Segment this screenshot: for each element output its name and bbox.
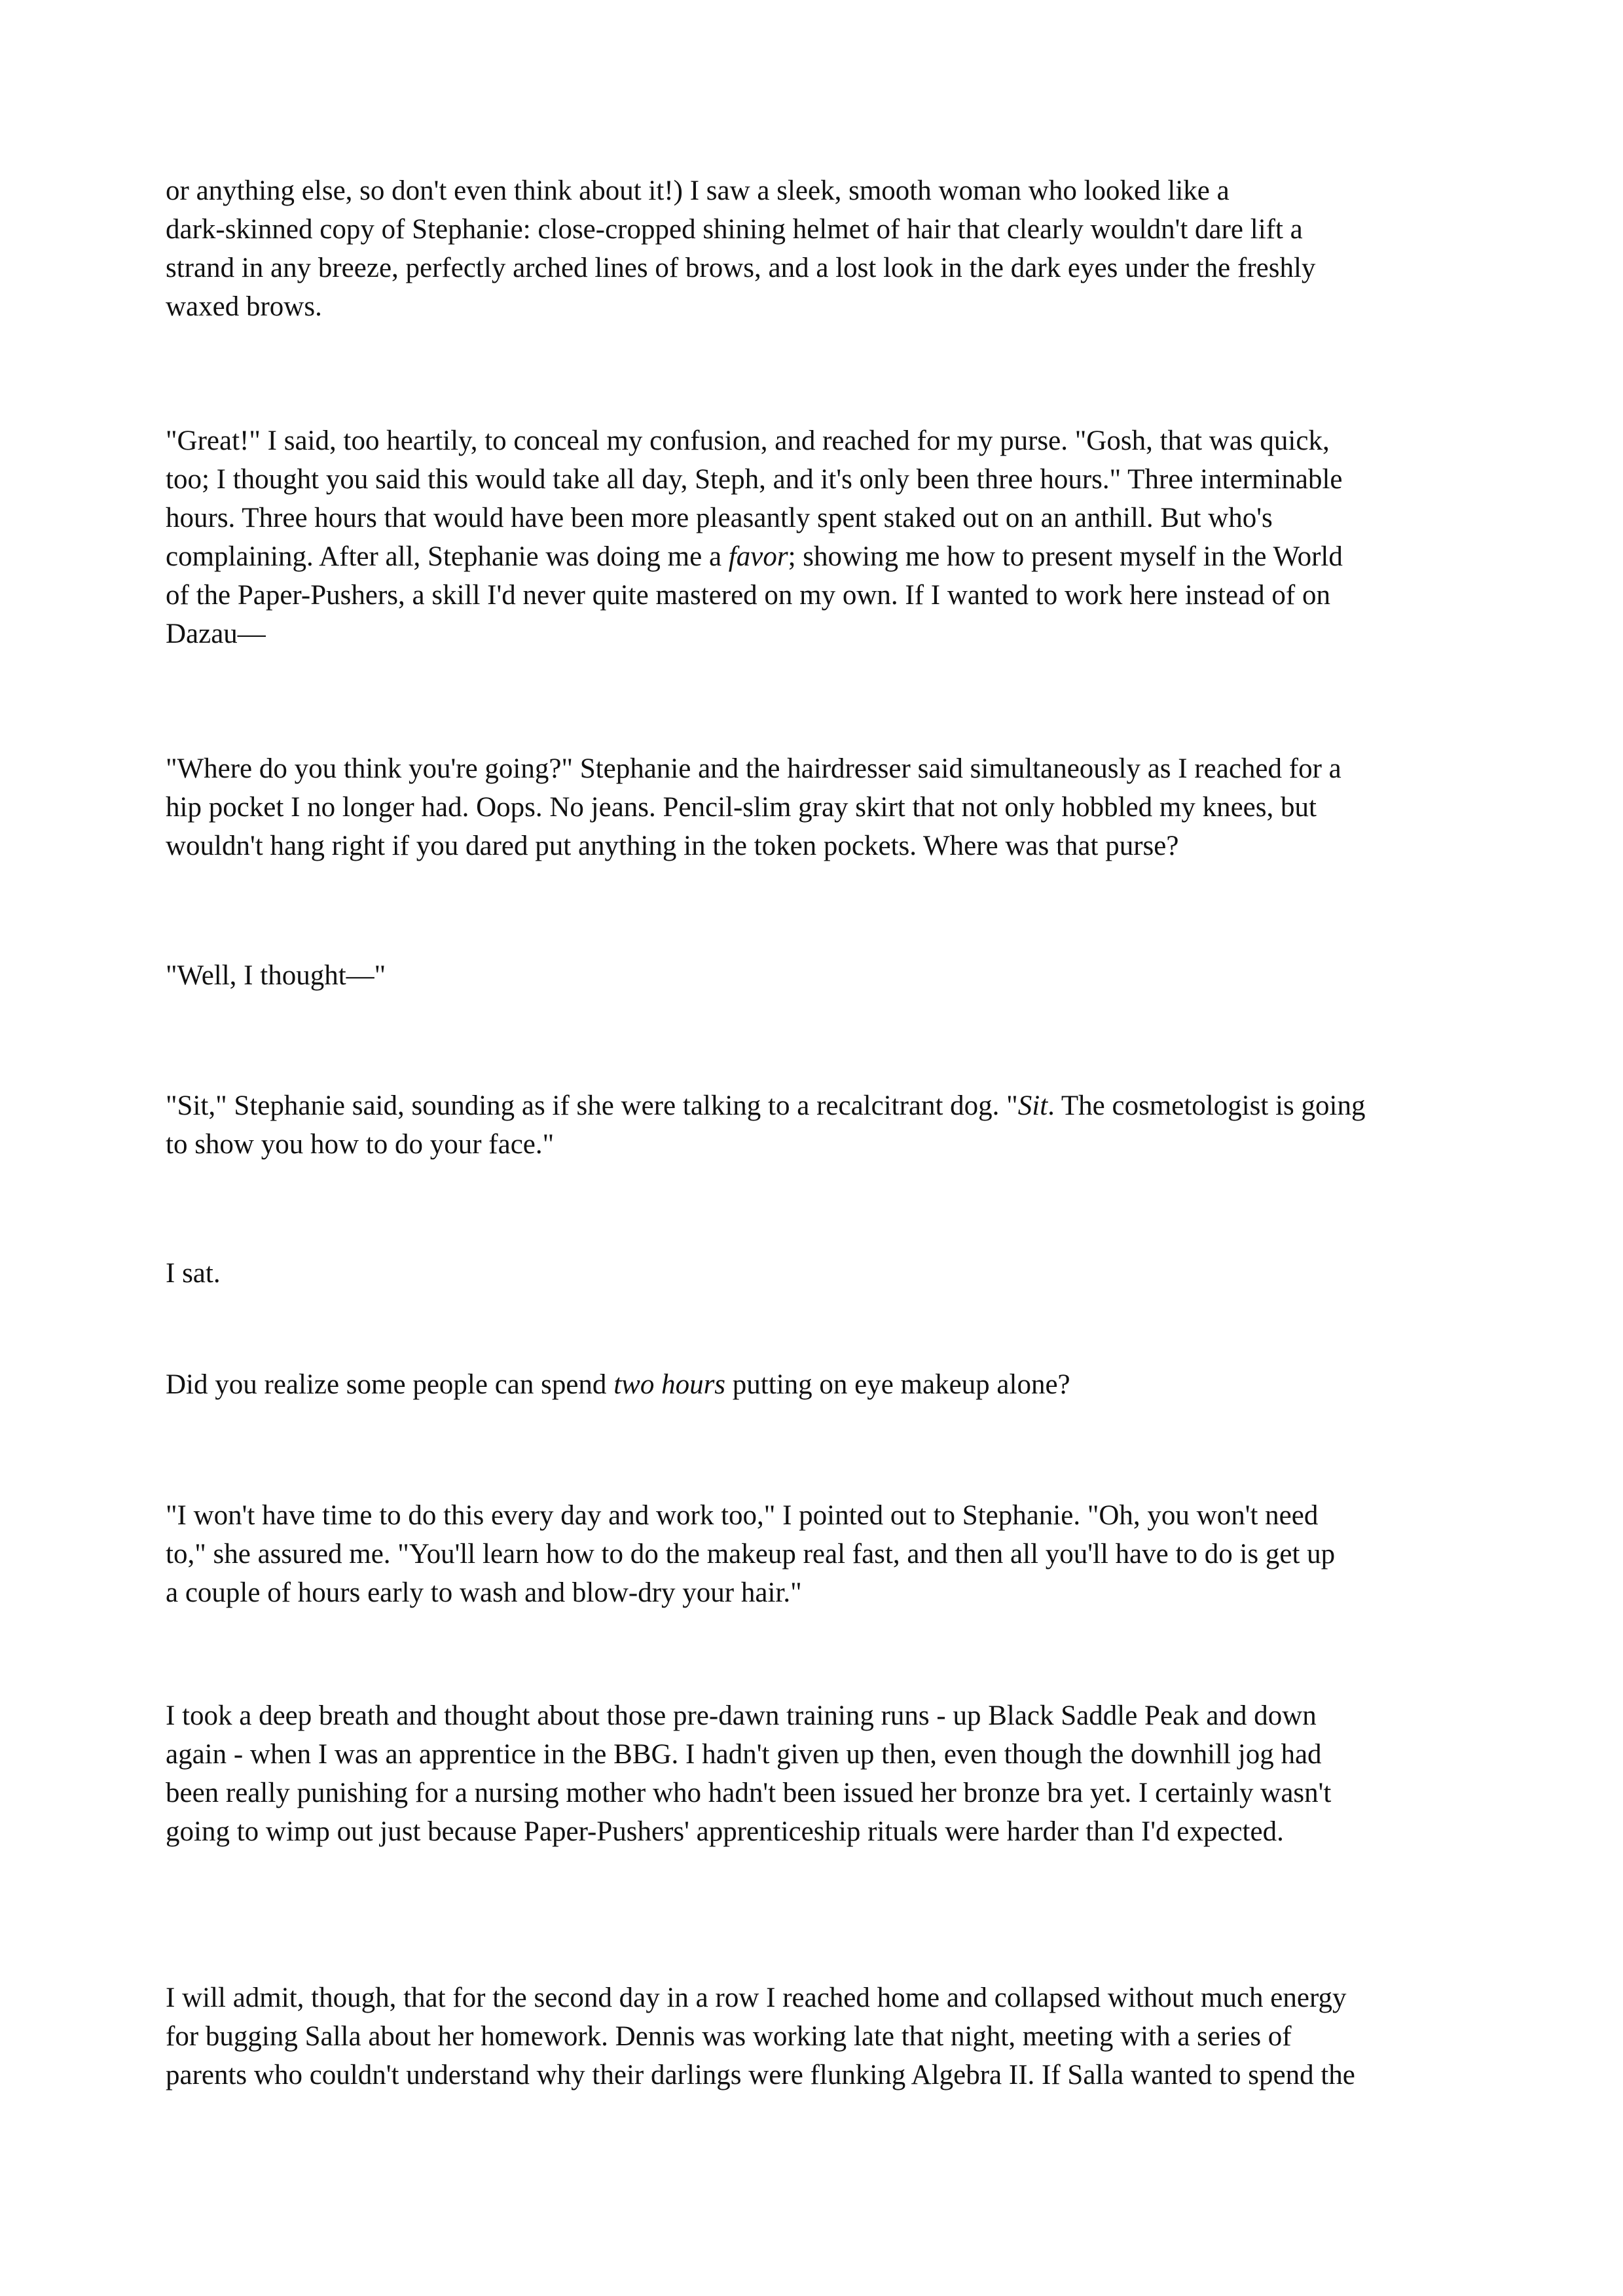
emphasis-text: favor: [728, 541, 788, 572]
text-segment: . The cosmetologist is going: [1048, 1090, 1366, 1121]
text-line: I will admit, though, that for the second day in a row I reached home and collapsed without much energy: [166, 1982, 1347, 2013]
text-segment: complaining. After all, Stephanie was doing me a: [166, 541, 729, 572]
text-segment: ; showing me how to present myself in the World: [788, 541, 1343, 572]
emphasis-text: two hours: [613, 1369, 726, 1400]
text-line: or anything else, so don't even think about it!) I saw a sleek, smooth woman who looked like a: [166, 175, 1230, 206]
paragraph-1: [166, 171, 1475, 326]
paragraph-4: [166, 956, 1475, 995]
text-line: I took a deep breath and thought about those pre-dawn training runs - up Black Saddle Peak and down: [166, 1700, 1317, 1731]
text-line: strand in any breeze, perfectly arched lines of brows, and a lost look in the dark eyes under the freshly: [166, 253, 1316, 283]
text-segment: Did you realize some people can spend: [166, 1369, 614, 1400]
text-line: to show you how to do your face.": [166, 1129, 555, 1160]
text-line: to," she assured me. "You'll learn how to do the makeup real fast, and then all you'll have to do is get up: [166, 1539, 1336, 1570]
paragraph-9: [166, 1696, 1475, 1851]
text-line: too; I thought you said this would take all day, Steph, and it's only been three hours." Three interminable: [166, 464, 1343, 495]
text-line: a couple of hours early to wash and blow-dry your hair.": [166, 1577, 802, 1608]
text-line: hip pocket I no longer had. Oops. No jeans. Pencil-slim gray skirt that not only hobbled my knees, but: [166, 792, 1317, 823]
text-line: waxed brows.: [166, 291, 322, 322]
text-line-with-emphasis: [166, 537, 1475, 576]
paragraph-2: [166, 422, 1475, 653]
text-line-with-emphasis: [166, 1086, 1475, 1125]
text-line: again - when I was an apprentice in the BBG. I hadn't given up then, even though the downhill jog had: [166, 1739, 1322, 1770]
text-line: of the Paper-Pushers, a skill I'd never quite mastered on my own. If I wanted to work here instead of on: [166, 580, 1330, 611]
text-line-with-emphasis: [166, 1365, 1475, 1404]
text-line: going to wimp out just because Paper-Pushers' apprenticeship rituals were harder than I'd expected.: [166, 1816, 1284, 1847]
text-line: been really punishing for a nursing mother who hadn't been issued her bronze bra yet. I certainly wasn't: [166, 1778, 1332, 1808]
text-line: dark-skinned copy of Stephanie: close-cropped shining helmet of hair that clearly wouldn't dare lift a: [166, 214, 1303, 245]
paragraph-6: [166, 1254, 1475, 1293]
text-line: "I won't have time to do this every day and work too," I pointed out to Stephanie. "Oh, you won't need: [166, 1500, 1319, 1531]
text-line: Dazau—: [166, 619, 266, 649]
paragraph-8: [166, 1496, 1475, 1612]
text-line: parents who couldn't understand why their darlings were flunking Algebra II. If Salla wanted to spend the: [166, 2060, 1355, 2090]
text-line: hours. Three hours that would have been more pleasantly spent staked out on an anthill. But who's: [166, 503, 1273, 533]
paragraph-5: [166, 1086, 1475, 1164]
paragraph-10: [166, 1979, 1475, 2094]
text-segment: "Sit," Stephanie said, sounding as if she were talking to a recalcitrant dog. ": [166, 1090, 1018, 1121]
text-line: wouldn't hang right if you dared put anything in the token pockets. Where was that purse?: [166, 831, 1179, 861]
emphasis-text: Sit: [1017, 1090, 1048, 1121]
text-line: I sat.: [166, 1258, 221, 1289]
paragraph-7: [166, 1365, 1475, 1404]
text-line: "Great!" I said, too heartily, to conceal my confusion, and reached for my purse. "Gosh, that was quick,: [166, 425, 1330, 456]
text-segment: putting on eye makeup alone?: [725, 1369, 1070, 1400]
text-line: "Well, I thought—": [166, 960, 386, 991]
text-line: for bugging Salla about her homework. Dennis was working late that night, meeting with a series of: [166, 2021, 1292, 2052]
text-line: "Where do you think you're going?" Stephanie and the hairdresser said simultaneously as I reached for a: [166, 753, 1341, 784]
paragraph-3: [166, 749, 1475, 865]
